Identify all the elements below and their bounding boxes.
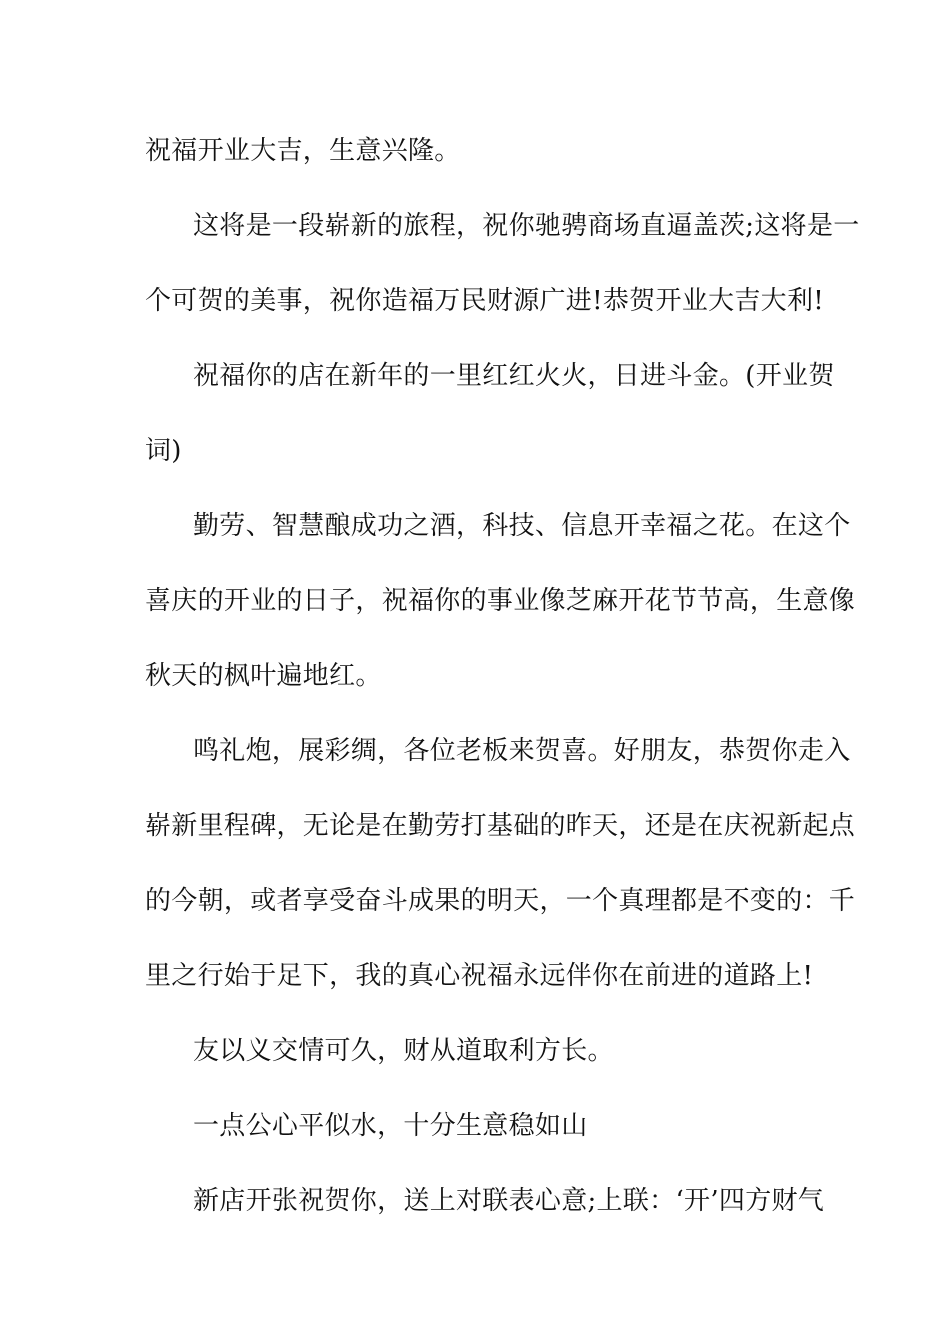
paragraph-start-line: 友以义交情可久，财从道取利方长。 xyxy=(193,1036,614,1066)
paragraph-start-line: 祝福你的店在新年的一里红红火火，日进斗金。(开业贺 xyxy=(193,361,835,391)
paragraph-start-line: 鸣礼炮，展彩绸，各位老板来贺喜。好朋友，恭贺你走入 xyxy=(193,736,851,766)
paragraph-start-line: 这将是一段崭新的旅程，祝你驰骋商场直逼盖茨;这将是一 xyxy=(193,211,860,241)
text-line: 里之行始于足下，我的真心祝福永远伴你在前进的道路上! xyxy=(145,961,814,991)
paragraph-start-line: 勤劳、智慧酿成功之酒，科技、信息开幸福之花。在这个 xyxy=(193,511,851,541)
text-line: 词) xyxy=(145,436,182,466)
paragraph-start-line: 一点公心平似水，十分生意稳如山 xyxy=(193,1111,588,1141)
text-line: 喜庆的开业的日子，祝福你的事业像芝麻开花节节高，生意像 xyxy=(145,586,856,616)
text-line: 祝福开业大吉，生意兴隆。 xyxy=(145,136,461,166)
text-line: 的今朝，或者享受奋斗成果的明天，一个真理都是不变的：千 xyxy=(145,886,856,916)
text-line: 秋天的枫叶遍地红。 xyxy=(145,661,382,691)
text-line: 崭新里程碑，无论是在勤劳打基础的昨天，还是在庆祝新起点 xyxy=(145,811,856,841)
paragraph-start-line: 新店开张祝贺你，送上对联表心意;上联：‘开’四方财气 xyxy=(193,1186,825,1216)
text-line: 个可贺的美事，祝你造福万民财源广进!恭贺开业大吉大利! xyxy=(145,286,824,316)
